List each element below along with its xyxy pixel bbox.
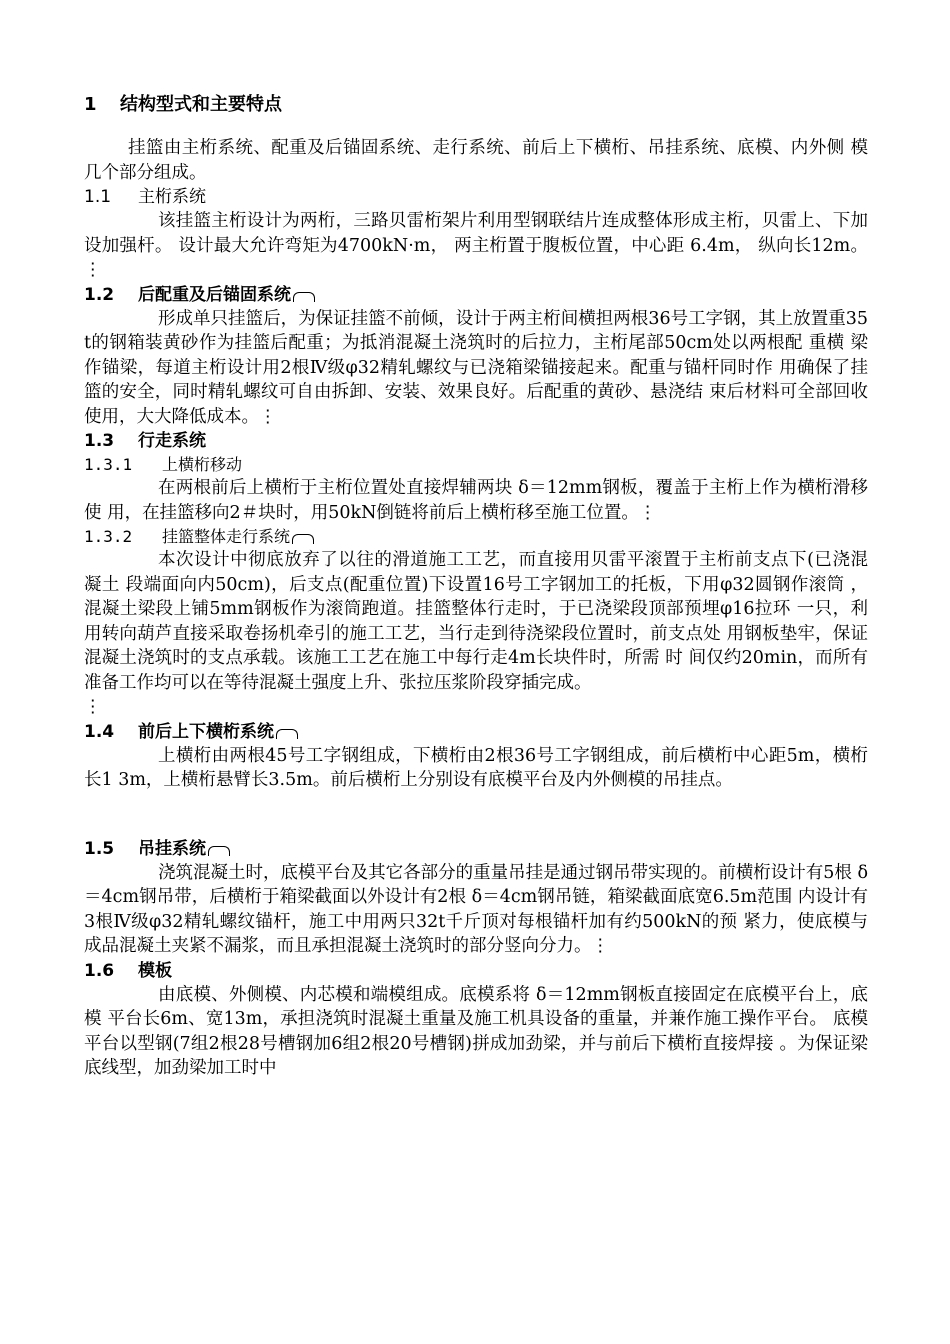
- paragraph-mark-icon: [208, 846, 230, 856]
- paragraph-mark-icon: [292, 534, 314, 544]
- section-1-6-title: 模板: [138, 960, 172, 981]
- section-1-3-2-number: 1.3.2: [84, 527, 133, 546]
- paragraph-mark-icon: [293, 292, 315, 302]
- section-1-3-2-title: 挂篮整体走行系统: [162, 527, 291, 546]
- section-1-6-number: 1.6: [84, 960, 115, 981]
- section-1-3-heading: [84, 429, 868, 453]
- section-1-2-body: 形成单只挂篮后，为保证挂篮不前倾，设计于两主桁间横担两根36号工字钢，其上放置重35 t的钢箱装黄砂作为挂篮后配重；为抵消混凝土浇筑时的后拉力，主桁尾部50cm处以两根配 重横 梁作锚梁，每道主桁设计用2根Ⅳ级φ32精轧螺纹与已浇箱梁锚接起来。配重与锚杆同时作 用确保了挂篮的安全，同时精轧螺纹可自由拆卸、安装、效果良好。后配重的黄砂、悬浇结 束后材料可全部回收使用，大大降低成本。⋮: [84, 308, 868, 427]
- section-1-3-1-number: 1.3.1: [84, 455, 133, 474]
- section-1-heading: [84, 92, 868, 118]
- paragraph-mark-icon: [276, 729, 298, 739]
- section-1-3-1-body: 在两根前后上横桁于主桁位置处直接焊辅两块 δ＝12mm钢板，覆盖于主桁上作为横桁滑移使 用，在挂篮移向2＃块时，用50kN倒链将前后上横桁移至施工位置。⋮: [84, 478, 868, 523]
- section-1-5-number: 1.5: [84, 838, 115, 859]
- section-1-3-1-title: 上横桁移动: [162, 455, 243, 474]
- section-1-5-body: 浇筑混凝土时，底模平台及其它各部分的重量吊挂是通过钢吊带实现的。前横桁设计有5根 δ＝4cm钢吊带，后横桁于箱梁截面以外设计有2根 δ＝4cm钢吊链，箱梁截面底宽6.5m范围 内设计有3根Ⅳ级φ32精轧螺纹锚杆，施工中用两只32t千斤顶对每根锚杆加有约500kN的预 紧力，使底模与成品混凝土夹紧不漏浆，而且承担混凝土浇筑时的部分竖向分力。⋮: [84, 862, 868, 956]
- section-1-5-heading: [84, 837, 868, 861]
- section-1-1-body: 该挂篮主桁设计为两桁，三路贝雷桁架片利用型钢联结片连成整体形成主桁，贝雷上、下加设加强杆。 设计最大允许弯矩为4700kN·m， 两主桁置于腹板位置，中心距 6.4m， 纵向长12m。⋮: [84, 211, 868, 280]
- section-1-1-number: 1.1: [84, 187, 112, 207]
- section-1-4-number: 1.4: [84, 721, 115, 742]
- section-1-1-heading: [84, 185, 868, 209]
- section-1-3-2-heading: [84, 525, 868, 548]
- section-1-4-title: 前后上下横桁系统: [138, 721, 274, 742]
- section-1-3-2-tail: ⋮: [84, 697, 102, 717]
- section-1-3-title: 行走系统: [138, 431, 206, 451]
- section-1-2-heading: [84, 283, 868, 307]
- section-1-5-title: 吊挂系统: [138, 838, 206, 859]
- intro-paragraph: 挂篮由主桁系统、配重及后锚固系统、走行系统、前后上下横桁、吊挂系统、底模、内外侧 模几个部分组成。: [84, 138, 868, 183]
- section-1-4-body: 上横桁由两根45号工字钢组成，下横桁由2根36号工字钢组成，前后横桁中心距5m，横桁长1 3m，上横桁悬臂长3.5m。前后横桁上分别设有底模平台及内外侧模的吊挂点。: [84, 745, 868, 790]
- section-1-6-heading: [84, 959, 868, 983]
- spacer: [84, 118, 868, 136]
- section-1-2-number: 1.2: [84, 284, 115, 305]
- document-body: [84, 92, 868, 1081]
- section-1-3-number: 1.3: [84, 431, 115, 451]
- section-1-3-2-body: 本次设计中彻底放弃了以往的滑道施工工艺，而直接用贝雷平滚置于主桁前支点下(已浇混 凝土 段端面向内50cm)，后支点(配重位置)下设置16号工字钢加工的托板，下用φ32圆钢作滚筒 ，混凝土梁段上铺5mm钢板作为滚筒跑道。挂篮整体行走时，于已浇梁段顶部预埋φ16拉环 一只，利用转向葫芦直接采取卷扬机牵引的施工工艺，当行走到待浇梁段位置时，前支点处 用钢板垫牢，保证混凝土浇筑时的支点承载。该施工工艺在施工中每行走4m长块件时，所需 时 间仅约20min，而所有准备工作均可以在等待混凝土强度上升、张拉压浆阶段穿插完成。: [84, 550, 868, 693]
- section-1-title: 结构型式和主要特点: [120, 94, 282, 115]
- section-1-3-1-heading: [84, 453, 868, 476]
- section-1-1-title: 主桁系统: [138, 187, 206, 207]
- section-1-number: 1: [84, 94, 97, 115]
- section-1-2-title: 后配重及后锚固系统: [138, 284, 291, 305]
- section-1-4-heading: [84, 720, 868, 744]
- spacer: [84, 793, 868, 837]
- section-1-6-body: 由底模、外侧模、内芯模和端模组成。底模系将 δ＝12mm钢板直接固定在底模平台上，底模 平台长6m、宽13m，承担浇筑时混凝土重量及施工机具设备的重量，并兼作施工操作平台。 底模平台以型钢(7组2根28号槽钢加6组2根20号槽钢)拼成加劲梁，并与前后下横桁直接焊接 。为保证梁底线型，加劲梁加工时中: [84, 984, 868, 1078]
